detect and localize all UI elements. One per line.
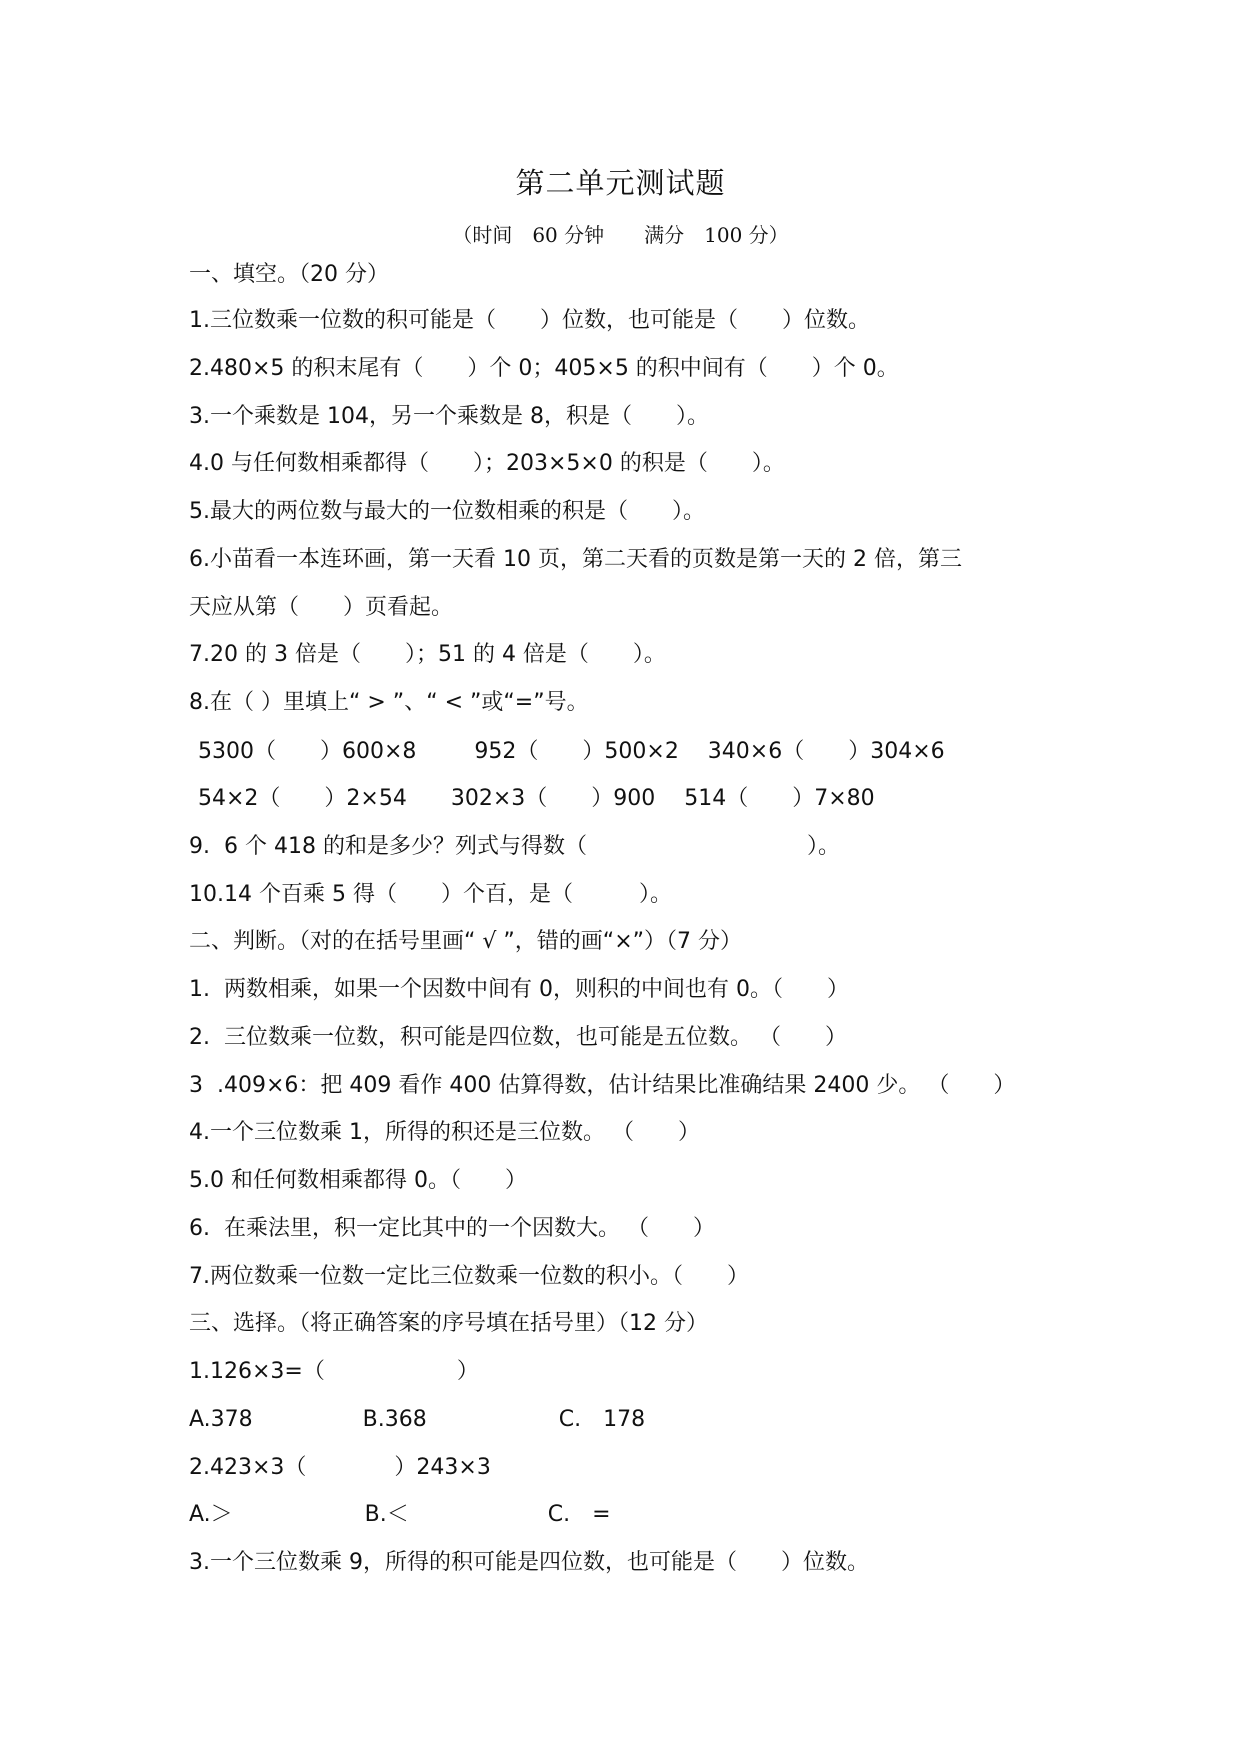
question-text: 1.三位数乘一位数的积可能是（ ）位数，也可能是（ ）位数。 [189,308,870,333]
choice-options: A.＞ B.＜ C. = [189,1502,611,1527]
judgment-item: 6. 在乘法里，积一定比其中的一个因数大。 （ ） [189,1216,715,1241]
judgment-item: 3 .409×6：把 409 看作 400 估算得数，估计结果比准确结果 2400 少。 （ ） [189,1073,1016,1098]
judgment-item: 7.两位数乘一位数一定比三位数乘一位数的积小。（ ） [189,1264,749,1289]
question-text: 7.20 的 3 倍是（ ）；51 的 4 倍是（ ）。 [189,642,666,667]
judgment-item: 2. 三位数乘一位数，积可能是四位数，也可能是五位数。 （ ） [189,1025,847,1050]
choice-question: 2.423×3（ ）243×3 [189,1455,491,1480]
question-text: 8.在（ ）里填上“ > ”、“ < ”或“=”号。 [189,690,589,715]
section-heading-choice: 三、选择。（将正确答案的序号填在括号里）（12 分） [189,1311,708,1336]
question-text: 3.一个乘数是 104，另一个乘数是 8，积是（ ）。 [189,404,709,429]
page-subtitle: （时间 60 分钟 满分 100 分） [452,223,789,247]
question-text: 10.14 个百乘 5 得（ ）个百，是（ ）。 [189,882,672,907]
judgment-item: 5.0 和任何数相乘都得 0。（ ） [189,1168,527,1193]
judgment-item: 1. 两数相乘，如果一个因数中间有 0，则积的中间也有 0。（ ） [189,977,849,1002]
section-heading-fill-blank: 一、填空。（20 分） [189,262,389,287]
question-text: 4.0 与任何数相乘都得（ ）；203×5×0 的积是（ ）。 [189,451,785,476]
comparison-row: 54×2（ ）2×54 302×3（ ）900 514（ ）7×80 [198,786,875,811]
page-title: 第二单元测试题 [515,166,726,200]
question-text: 6.小苗看一本连环画，第一天看 10 页，第二天看的页数是第一天的 2 倍，第三 [189,547,962,572]
choice-question: 3.一个三位数乘 9，所得的积可能是四位数，也可能是（ ）位数。 [189,1550,869,1575]
comparison-row: 5300（ ）600×8 952（ ）500×2 340×6（ ）304×6 [198,739,945,764]
question-text: 5.最大的两位数与最大的一位数相乘的积是（ ）。 [189,499,705,524]
question-text: 2.480×5 的积末尾有（ ）个 0；405×5 的积中间有（ ）个 0。 [189,356,899,381]
question-text: 9. 6 个 418 的和是多少？列式与得数（ ）。 [189,834,840,859]
question-text-continued: 天应从第（ ）页看起。 [189,595,454,620]
section-heading-true-false: 二、判断。（对的在括号里画“ √ ”，错的画“×”）（7 分） [189,929,743,954]
choice-options: A.378 B.368 C. 178 [189,1407,646,1432]
judgment-item: 4.一个三位数乘 1，所得的积还是三位数。 （ ） [189,1120,700,1145]
choice-question: 1.126×3=（ ） [189,1359,479,1384]
